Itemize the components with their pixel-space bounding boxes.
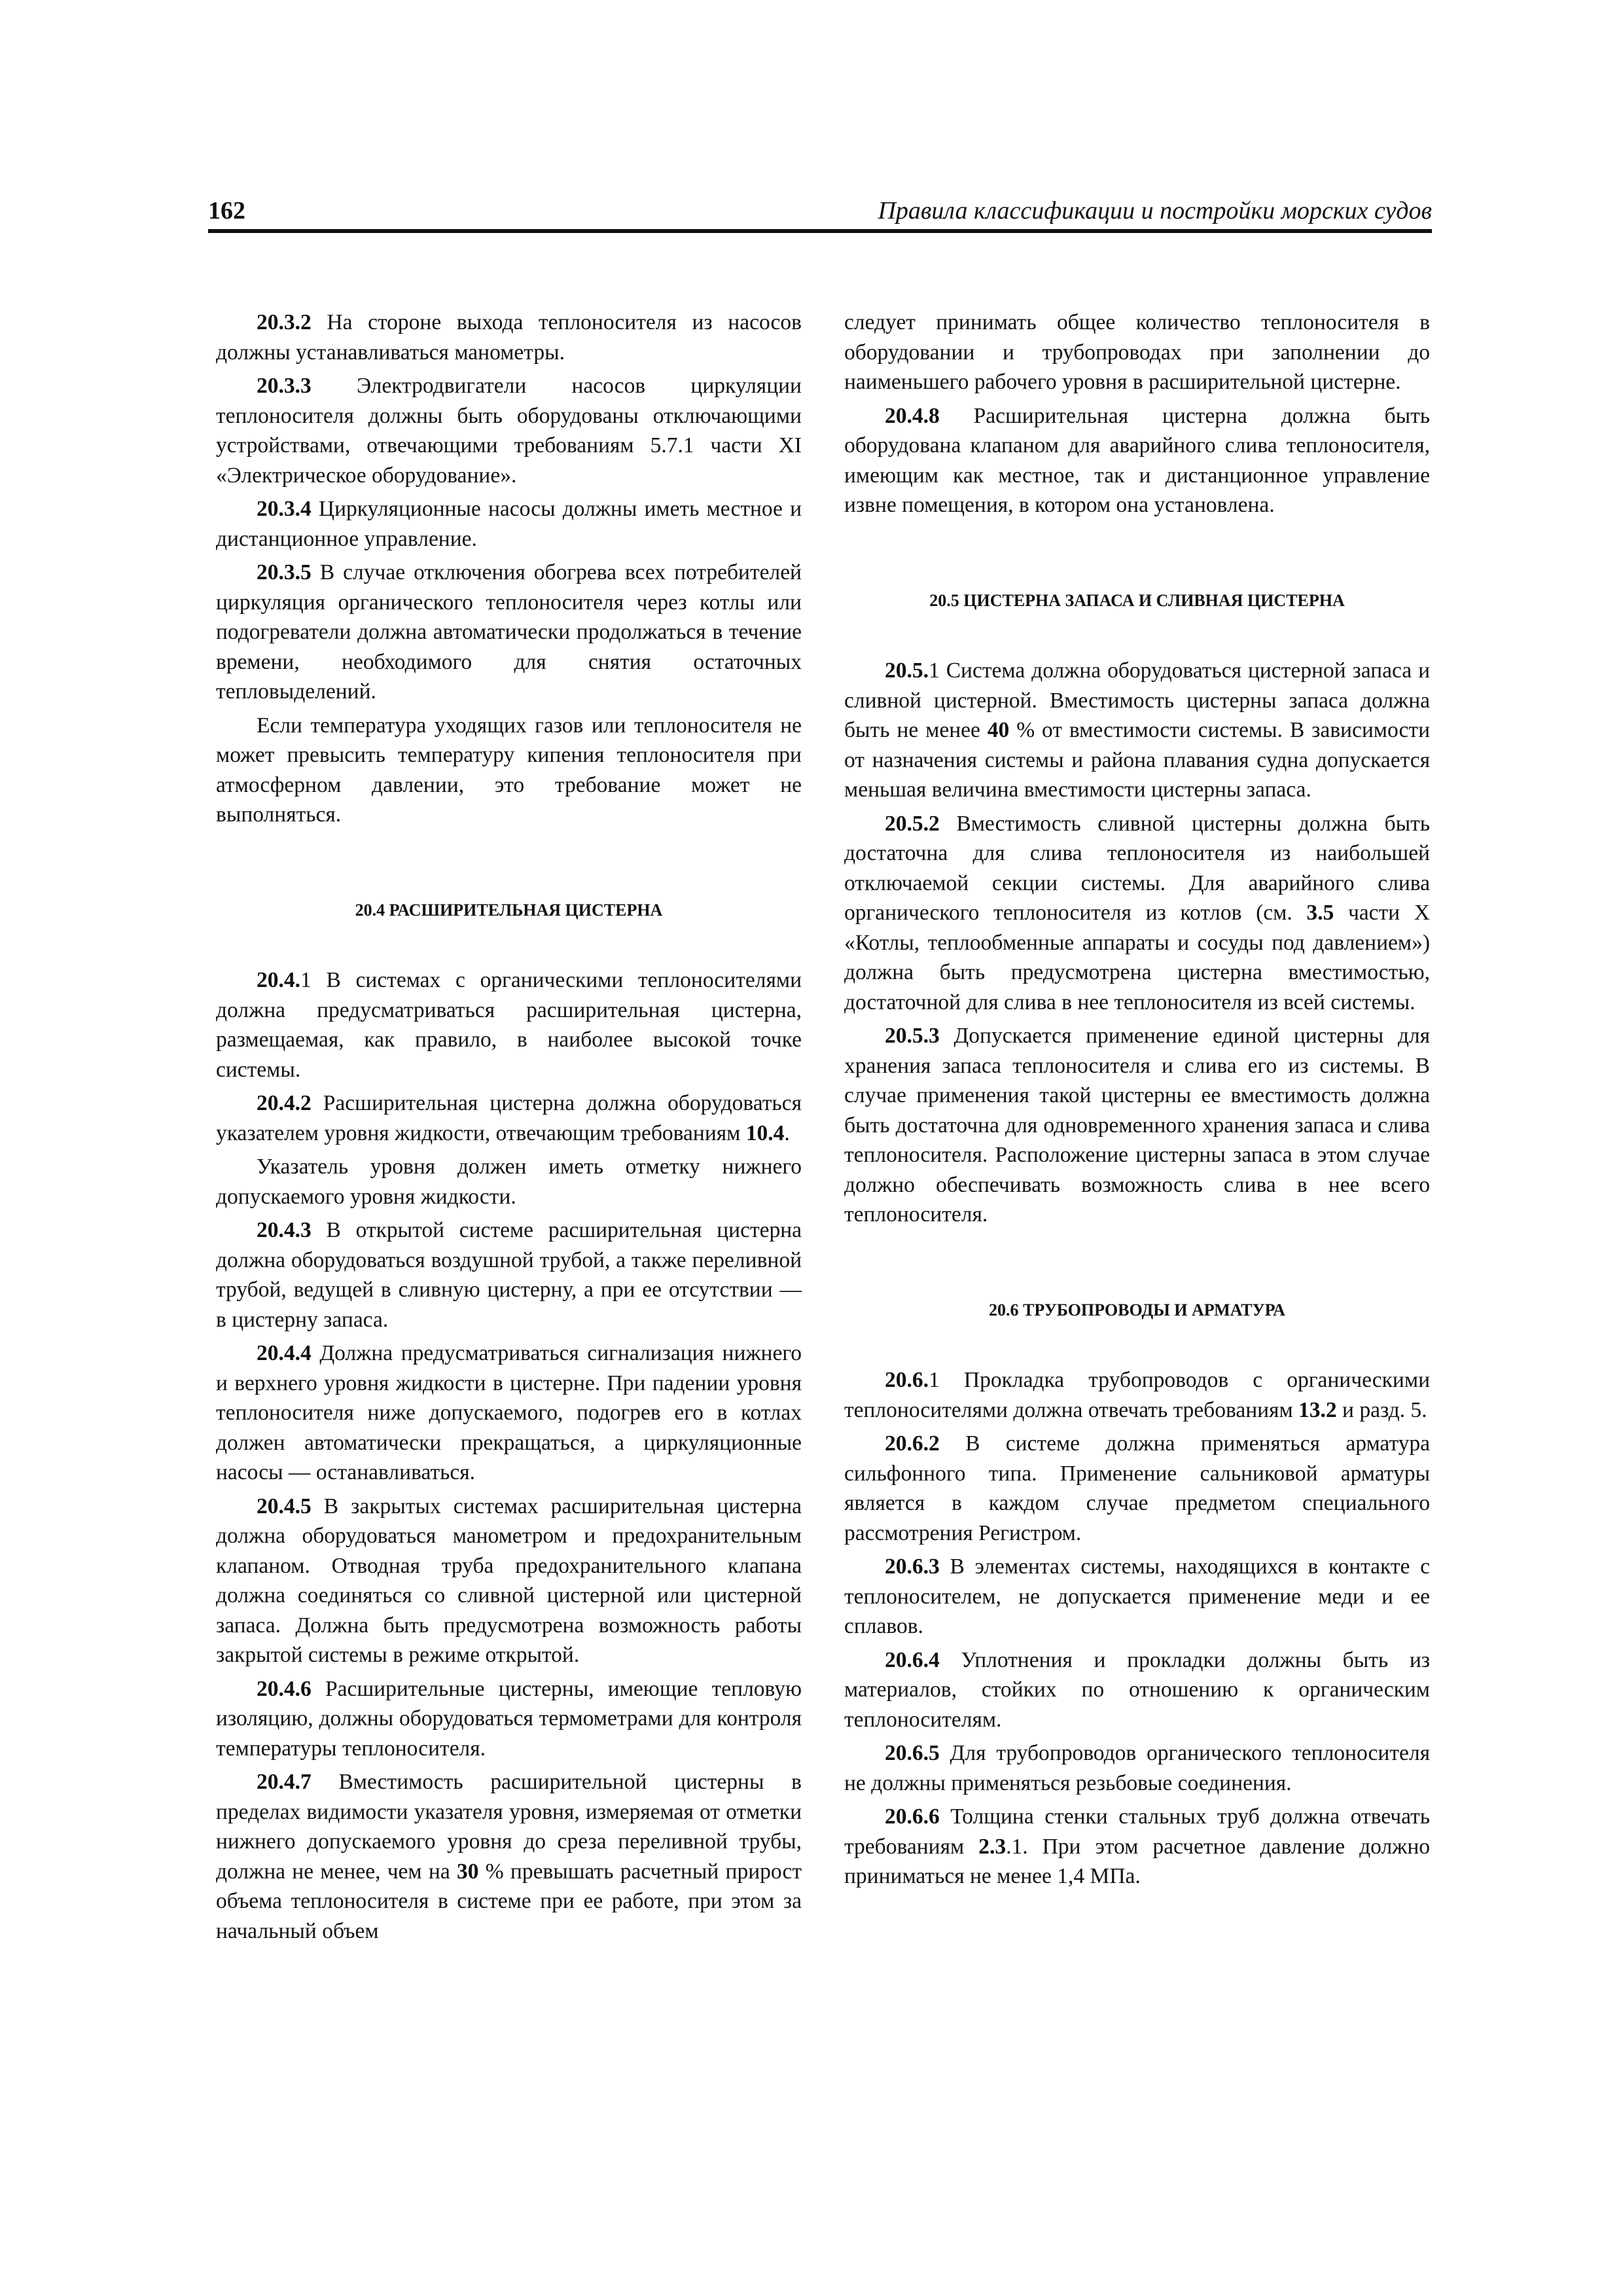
paragraph-text: Расширительная цистерна должна быть оборудована клапаном для аварийного слива теплоносителя, имеющим как местное, так и дистанционное управление извне помещения, в котором она установлена.	[844, 403, 1430, 517]
clause-number: 20.6.	[885, 1368, 929, 1392]
paragraph-text: Вместимость сливной цистерны должна быть достаточна для слива теплоносителя из наибольшей отключаемой секции системы. Для аварийного слива органического теплоносителя из котлов (см.	[844, 811, 1430, 925]
clause-number: 20.4.3	[257, 1218, 312, 1242]
clause-number-suffix: 1	[929, 658, 940, 683]
paragraph-text: В элементах системы, находящихся в контакте с теплоносителем, не допускается применение меди и ее сплавов.	[844, 1554, 1430, 1638]
clause-number: 20.6.5	[885, 1741, 940, 1765]
paragraph-20-3-3	[216, 371, 802, 490]
paragraph-text: Уплотнения и прокладки должны быть из материалов, стойких по отношению к органическим теплоносителям.	[844, 1647, 1430, 1732]
paragraph-text: Прокладка трубопроводов с органическими теплоносителями должна отвечать требованиям	[844, 1368, 1430, 1422]
percent-value: 30	[456, 1859, 479, 1884]
paragraph-text: и разд. 5.	[1336, 1397, 1427, 1422]
paragraph-20-4-3	[216, 1215, 802, 1335]
cross-reference: 2.3	[978, 1834, 1007, 1859]
right-column	[844, 308, 1430, 1895]
paragraph-20-5-1	[844, 656, 1430, 805]
paragraph-20-5-2	[844, 809, 1430, 1018]
cross-reference: 13.2	[1298, 1397, 1337, 1422]
page-header	[208, 196, 1432, 233]
paragraph-text: В системах с органическими теплоносителями должна предусматриваться расширительная цистерна, размещаемая, как правило, в наиболее высокой точке системы.	[216, 968, 802, 1082]
paragraph-20-4-2	[216, 1088, 802, 1148]
paragraph-20-4-7-continued	[844, 308, 1430, 397]
paragraph-20-3-2	[216, 308, 802, 367]
paragraph-text: В закрытых системах расширительная цистерна должна оборудоваться манометром и предохранительным клапаном. Отводная труба предохранительного клапана должна соединяться со сливной цистерной или цистерной запаса. Должна быть предусмотрена возможность работы закрытой системы в режиме открытой.	[216, 1494, 802, 1667]
left-column	[216, 308, 802, 1950]
paragraph-20-4-2-note	[216, 1152, 802, 1211]
clause-number-suffix: 1	[300, 968, 312, 992]
paragraph-20-4-7	[216, 1767, 802, 1946]
clause-number: 20.3.5	[257, 560, 312, 584]
cross-reference: 3.5	[1306, 901, 1334, 925]
clause-number: 20.3.2	[257, 310, 312, 334]
paragraph-20-6-6	[844, 1802, 1430, 1892]
paragraph-text: Для трубопроводов органического теплоносителя не должны применяться резьбовые соединения.	[844, 1741, 1430, 1795]
clause-number: 20.6.2	[885, 1431, 940, 1456]
paragraph-20-3-5-note	[216, 711, 802, 830]
paragraph-text: .1. При этом расчетное давление должно приниматься не менее 1,4 МПа.	[844, 1834, 1430, 1888]
paragraph-text: Толщина стенки стальных труб должна отвечать требованиям	[844, 1804, 1430, 1859]
clause-number: 20.5.2	[885, 811, 940, 836]
paragraph-text: На стороне выхода теплоносителя из насосов должны устанавливаться манометры.	[216, 310, 802, 365]
clause-number: 20.4.8	[885, 403, 940, 428]
clause-number: 20.4.	[257, 968, 300, 992]
clause-number: 20.4.7	[257, 1770, 312, 1794]
paragraph-20-5-3	[844, 1021, 1430, 1230]
paragraph-text: части X «Котлы, теплообменные аппараты и сосуды под давлением») должна быть предусмотрена цистерна вместимостью, достаточной для слива в нее теплоносителя из всей системы.	[844, 901, 1430, 1014]
paragraph-text: следует принимать общее количество теплоносителя в оборудовании и трубопроводах при заполнении до наименьшего рабочего уровня в расширительной цистерне.	[844, 310, 1430, 394]
paragraph-20-4-5	[216, 1492, 802, 1670]
paragraph-20-6-4	[844, 1645, 1430, 1735]
paragraph-20-3-5	[216, 558, 802, 707]
paragraph-20-3-4	[216, 494, 802, 554]
paragraph-20-6-1	[844, 1365, 1430, 1425]
paragraph-text: % превышать расчетный прирост объема теплоносителя в системе при ее работе, при этом за начальный объем	[216, 1859, 802, 1943]
clause-number: 20.4.5	[257, 1494, 312, 1518]
section-heading-20-5: 20.5 ЦИСТЕРНА ЗАПАСА И СЛИВНАЯ ЦИСТЕРНА	[929, 590, 1345, 610]
paragraph-text: .	[784, 1121, 790, 1145]
paragraph-text: Должна предусматриваться сигнализация нижнего и верхнего уровня жидкости в цистерне. При падении уровня теплоносителя ниже допускаемого, подогрев его в котлах должен автоматически прекращаться, а циркуляционные насосы — останавливаться.	[216, 1341, 802, 1484]
clause-number: 20.6.6	[885, 1804, 940, 1829]
section-heading-20-4: 20.4 РАСШИРИТЕЛЬНАЯ ЦИСТЕРНА	[355, 900, 663, 920]
clause-number-suffix: 1	[929, 1368, 940, 1392]
paragraph-text: Система должна оборудоваться цистерной запаса и сливной цистерной. Вместимость цистерны запаса должна быть не менее	[844, 658, 1430, 742]
page-number: 162	[208, 197, 245, 224]
paragraph-text: В случае отключения обогрева всех потребителей циркуляция органического теплоносителя через котлы или подогреватели должна автоматически продолжаться в течение времени, необходимого для снятия остаточных тепловыделений.	[216, 560, 802, 704]
clause-number: 20.5.3	[885, 1024, 940, 1048]
paragraph-text: Указатель уровня должен иметь отметку нижнего допускаемого уровня жидкости.	[216, 1155, 802, 1209]
paragraph-text: В открытой системе расширительная цистерна должна оборудоваться воздушной трубой, а также переливной трубой, ведущей в сливную цистерну, а при ее отсутствии — в цистерну запаса.	[216, 1218, 802, 1332]
section-heading-20-6: 20.6 ТРУБОПРОВОДЫ И АРМАТУРА	[989, 1300, 1285, 1319]
paragraph-text: Если температура уходящих газов или теплоносителя не может превысить температуру кипения теплоносителя при атмосферном давлении, это требование может не выполняться.	[216, 713, 802, 827]
clause-number: 20.6.4	[885, 1647, 940, 1672]
paragraph-20-6-3	[844, 1552, 1430, 1641]
clause-number: 20.5.	[885, 658, 929, 683]
paragraph-20-4-1	[216, 965, 802, 1085]
paragraph-text: Электродвигатели насосов циркуляции теплоносителя должны быть оборудованы отключающими устройствами, отвечающими требованиям 5.7.1 части XI «Электрическое оборудование».	[216, 374, 802, 488]
paragraph-text: % от вместимости системы. В зависимости от назначения системы и района плавания судна допускается меньшая величина вместимости цистерны запаса.	[844, 718, 1430, 802]
clause-number: 20.3.4	[257, 497, 312, 521]
paragraph-text: Расширительная цистерна должна оборудоваться указателем уровня жидкости, отвечающим требованиям	[216, 1091, 802, 1145]
percent-value: 40	[987, 718, 1010, 742]
clause-number: 20.4.6	[257, 1676, 312, 1701]
clause-number: 20.6.3	[885, 1554, 940, 1579]
clause-number: 20.3.3	[257, 374, 312, 398]
paragraph-20-4-6	[216, 1674, 802, 1764]
paragraph-20-6-5	[844, 1738, 1430, 1798]
paragraph-text: Допускается применение единой цистерны для хранения запаса теплоносителя и слива его из системы. В случае применения такой цистерны ее вместимость должна быть достаточна для одновременного хранения запаса и слива теплоносителя. Расположение цистерны запаса в этом случае должно обеспечивать возможность слива в нее всего теплоносителя.	[844, 1024, 1430, 1227]
paragraph-20-6-2	[844, 1429, 1430, 1548]
paragraph-20-4-8	[844, 401, 1430, 520]
paragraph-20-4-4	[216, 1338, 802, 1488]
cross-reference: 10.4	[745, 1121, 785, 1145]
paragraph-text: Расширительные цистерны, имеющие тепловую изоляцию, должны оборудоваться термометрами для контроля температуры теплоносителя.	[216, 1676, 802, 1761]
clause-number: 20.4.4	[257, 1341, 312, 1365]
running-title: Правила классификации и постройки морских судов	[878, 197, 1432, 224]
paragraph-text: Вместимость расширительной цистерны в пределах видимости указателя уровня, измеряемая от отметки нижнего допускаемого уровня до среза переливной трубы, должна не менее, чем на	[216, 1770, 802, 1884]
clause-number: 20.4.2	[257, 1091, 312, 1115]
paragraph-text: В системе должна применяться арматура сильфонного типа. Применение сальниковой арматуры является в каждом случае предметом специального рассмотрения Регистром.	[844, 1431, 1430, 1545]
paragraph-text: Циркуляционные насосы должны иметь местное и дистанционное управление.	[216, 497, 802, 551]
